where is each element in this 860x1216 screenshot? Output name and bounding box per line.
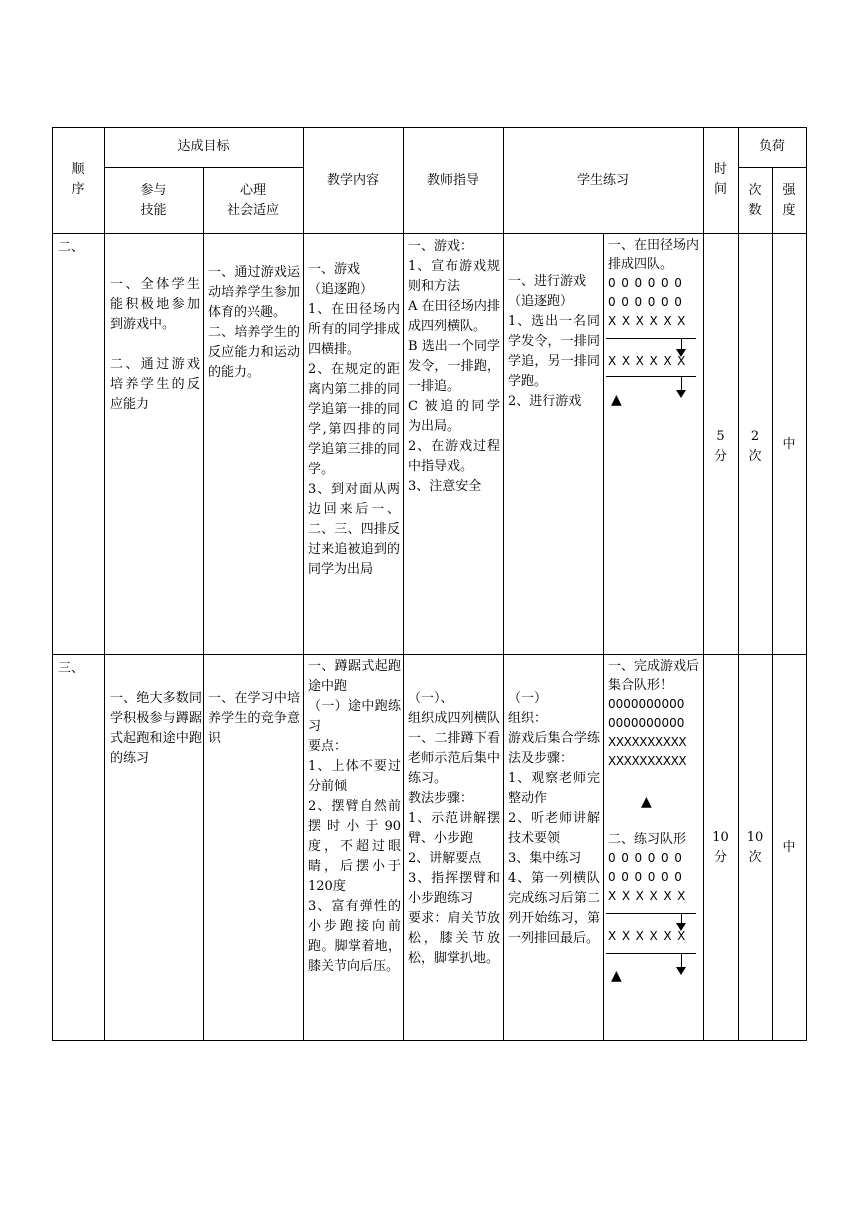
row-intensity: 中: [782, 437, 796, 452]
header-time: 时 间: [713, 162, 727, 197]
col-line: [738, 127, 739, 1041]
header-bottom: [52, 233, 806, 234]
teacher-marker-icon: ▲: [611, 968, 622, 984]
col-line: [203, 167, 204, 1041]
header-intensity: 强 度: [782, 183, 796, 218]
col-line: [772, 167, 773, 1041]
col-line: [703, 127, 704, 1041]
row-content: 一、蹲踞式起跑途中跑 （一）途中跑练习 要点： 1、上体不要过分前倾 2、摆臂自然前摆时小于90度，不超过眼睛，后摆小于120度 3、富有弹性的小步跑接向前跑。脚掌着地，膝关节向后压。: [308, 659, 401, 974]
header-participation: 参与 技能: [140, 183, 167, 218]
table-border-top: [52, 127, 806, 128]
formation-row: 0 0 0 0 0 0: [608, 870, 683, 884]
formation-row: 0000000000: [608, 716, 685, 730]
arrow-down-icon: [676, 376, 688, 396]
row-count: 10 次: [746, 830, 764, 865]
formation-row: X X X X X X: [608, 929, 687, 943]
table-border-bottom: [52, 1040, 806, 1041]
formation-row: 0 0 0 0 0 0: [608, 295, 683, 309]
row-teacher: 一、游戏： 1、宣布游戏规则和方法 A 在田径场内排成四列横队。 B 选出一个同学发令，一排跑，一排追。 C 被追的同学为出局。 2、在游戏过程中指导戏。 3、注意安全: [408, 239, 500, 494]
col-line: [52, 127, 53, 1041]
diagram-title: 一、在田径场内排成四队。: [608, 238, 700, 272]
header-load: 负荷: [758, 139, 785, 154]
col-line: [806, 127, 807, 1041]
col-line: [503, 127, 504, 1041]
row-teacher: （一）、 组织成四列横队一、二排蹲下看老师示范后集中练习。 教法步骤： 1、示范讲解摆臂、小步跑 2、讲解要点 3、指挥摆臂和小步跑练习 要求：肩关节放松，膝关节放松，脚掌扒地。: [408, 691, 500, 966]
header-count: 次 数: [748, 183, 762, 218]
row-divider: [52, 654, 806, 655]
formation-diagram: [608, 236, 701, 331]
row-participation: 一、绝大多数同学积极参与蹲踞式起跑和途中跑的练习: [110, 691, 202, 766]
formation-diagram: [608, 830, 702, 906]
teacher-marker-icon: ▲: [611, 392, 622, 408]
col-line: [104, 127, 105, 1041]
arrow-down-icon: [676, 953, 688, 973]
row-time: 10 分: [712, 830, 729, 865]
formation-row: X X X X X X: [608, 354, 687, 368]
row-psych: 一、在学习中培养学生的竞争意识: [208, 691, 300, 746]
row-order: 三、: [58, 661, 85, 676]
row-participation: 一、全体学生能积极地参加到游戏中。 二、通过游戏培养学生的反应能力: [110, 277, 200, 412]
col-line: [403, 127, 404, 1041]
header-order: 顺 序: [71, 162, 85, 197]
row-student: 一、进行游戏 （追逐跑） 1、选出一名同学发令，一排同学追，另一排同学跑。 2、进行游戏: [508, 274, 600, 409]
formation-row: X X X X X X: [608, 314, 687, 328]
row-intensity: 中: [782, 840, 796, 855]
row-content: 一、游戏 （追逐跑） 1、在田径场内所有的同学排成四横排。 2、在规定的距离内第二排的同学追第一排的同学,第四排的同学追第三排的同学。 3、到对面从两边回来后一、二、三、四排反过来追被追到的同学为出局: [308, 262, 400, 577]
formation-row: XXXXXXXXXX: [608, 754, 687, 768]
row-student: （一） 组织： 游戏后集合学练法及步骤： 1、观察老师完整动作 2、听老师讲解技术要领 3、集中练习 4、第一列横队完成练习后第二列开始练习，第一列排回最后。: [508, 691, 600, 946]
col-line: [303, 127, 304, 1041]
header-student: 学生练习: [576, 173, 629, 188]
formation-diagram: [608, 657, 702, 771]
row-count: 2 次: [748, 429, 762, 464]
header-teacher: 教师指导: [426, 173, 479, 188]
formation-row: 0000000000: [608, 697, 685, 711]
col-line: [603, 233, 604, 1041]
row-order: 二、: [58, 240, 85, 255]
header-psych: 心理 社会适应: [226, 183, 279, 218]
formation-row: XXXXXXXXXX: [608, 735, 687, 749]
row-time: 5 分: [713, 429, 727, 464]
row-psych: 一、通过游戏运动培养学生参加体育的兴趣。 二、培养学生的反应能力和运动的能力。: [208, 265, 300, 380]
formation-row: 0 0 0 0 0 0: [608, 851, 683, 865]
header-content: 教学内容: [326, 173, 379, 188]
teacher-marker-icon: ▲: [641, 794, 652, 810]
header-goal: 达成目标: [177, 139, 230, 154]
formation-row: X X X X X X: [608, 889, 687, 903]
diagram-title: 一、完成游戏后集合队形！: [608, 659, 700, 693]
diagram-title: 二、练习队形: [608, 832, 687, 847]
formation-row: 0 0 0 0 0 0: [608, 276, 683, 290]
